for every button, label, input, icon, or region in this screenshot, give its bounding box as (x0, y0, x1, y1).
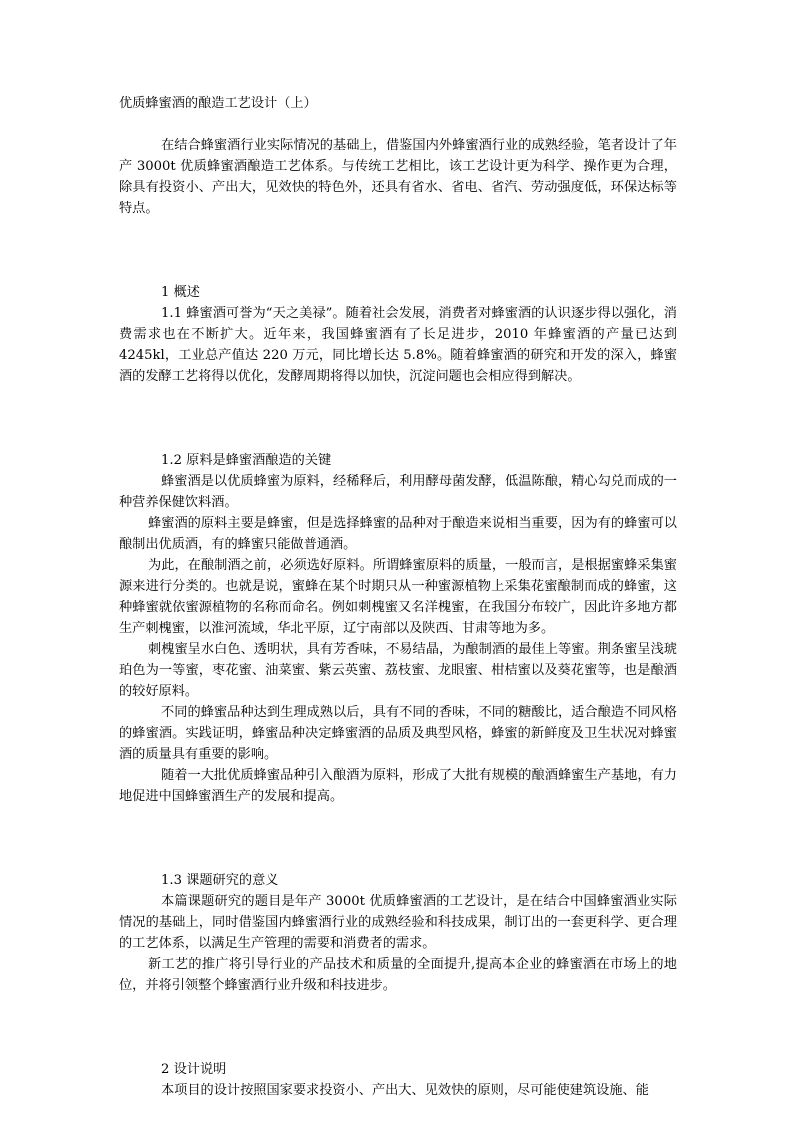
section-1-2-paragraph-5: 不同的蜂蜜品种达到生理成熟以后，具有不同的香味，不同的糖酸比，适合酿造不同风格的蜂蜜酒。实践证明，蜂蜜品种决定蜂蜜酒的品质及典型风格，蜂蜜的新鲜度及卫生状况对蜂蜜酒的质量具有重要的影响。 (119, 705, 677, 762)
section-1-2-paragraph-6: 随着一大批优质蜂蜜品种引入酿酒为原料，形成了大批有规模的酿酒蜂蜜生产基地，有力地促进中国蜂蜜酒生产的发展和提高。 (119, 768, 677, 804)
section-1-heading: 1 概述 (161, 285, 200, 300)
section-1-2-heading: 1.2 原料是蜂蜜酒酿造的关键 (161, 453, 332, 468)
section-2-paragraph-1: 本项目的设计按照国家要求投资小、产出大、见效快的原则，尽可能使建筑设施、能 (161, 1083, 649, 1098)
intro-paragraph: 在结合蜂蜜酒行业实际情况的基础上，借鉴国内外蜂蜜酒行业的成熟经验，笔者设计了年产 3000t 优质蜂蜜酒酿造工艺体系。与传统工艺相比，该工艺设计更为科学、操作更为合理，除具有投资小、产出大，见效快的特色外，还具有省水、省电、省汽、劳动强度低，环保达标等特点。 (119, 138, 677, 216)
section-1-3-heading: 1.3 课题研究的意义 (161, 873, 279, 888)
section-1-3-paragraph-2: 新工艺的推广将引导行业的产品技术和质量的全面提升,提高本企业的蜂蜜酒在市场上的地位，并将引领整个蜂蜜酒行业升级和科技进步。 (119, 957, 677, 993)
section-1-2-paragraph-4: 刺槐蜜呈水白色、透明状，具有芳香味，不易结晶，为酿制酒的最佳上等蜜。荆条蜜呈浅琥珀色为一等蜜，枣花蜜、油菜蜜、紫云英蜜、荔枝蜜、龙眼蜜、柑桔蜜以及葵花蜜等，也是酿酒的较好原料。 (119, 642, 677, 699)
spacer (119, 807, 677, 870)
section-1-1-paragraph: 1.1 蜂蜜酒可誉为“天之美禄”。随着社会发展，消费者对蜂蜜酒的认识逐步得以强化，消费需求也在不断扩大。近年来，我国蜂蜜酒有了长足进步，2010 年蜂蜜酒的产量已达到 4245kl，工业总产值达 220 万元，同比增长达 5.8%。随着蜂蜜酒的研究和开发的深入，蜂蜜酒的发酵工艺将得以优化，发酵周期将得以加快，沉淀问题也会相应得到解决。 (119, 306, 677, 384)
document-page (119, 93, 677, 1101)
document-title: 优质蜂蜜酒的酿造工艺设计（上） (119, 96, 317, 111)
section-1-2-paragraph-1: 蜂蜜酒是以优质蜂蜜为原料，经稀释后，利用酵母菌发酵，低温陈酿，精心勾兑而成的一种营养保健饮料酒。 (119, 474, 677, 510)
spacer (119, 996, 677, 1059)
spacer (119, 219, 677, 282)
spacer (119, 387, 677, 450)
section-1-2-paragraph-2: 蜂蜜酒的原料主要是蜂蜜，但是选择蜂蜜的品种对于酿造来说相当重要，因为有的蜂蜜可以酿制出优质酒，有的蜂蜜只能做普通酒。 (119, 516, 677, 552)
section-1-3-paragraph-1: 本篇课题研究的题目是年产 3000t 优质蜂蜜酒的工艺设计，是在结合中国蜂蜜酒业实际情况的基础上，同时借鉴国内蜂蜜酒行业的成熟经验和科技成果，制订出的一套更科学、更合理的工艺体系，以满足生产管理的需要和消费者的需求。 (119, 894, 677, 951)
section-1-2-paragraph-3: 为此，在酿制酒之前，必须选好原料。所谓蜂蜜原料的质量，一般而言，是根据蜜蜂采集蜜源来进行分类的。也就是说，蜜蜂在某个时期只从一种蜜源植物上采集花蜜酿制而成的蜂蜜，这种蜂蜜就依蜜源植物的名称而命名。例如刺槐蜜又名洋槐蜜，在我国分布较广，因此许多地方都生产刺槐蜜，以淮河流域，华北平原，辽宁南部以及陕西、甘肃等地为多。 (119, 558, 677, 636)
section-2-heading: 2 设计说明 (161, 1062, 227, 1077)
